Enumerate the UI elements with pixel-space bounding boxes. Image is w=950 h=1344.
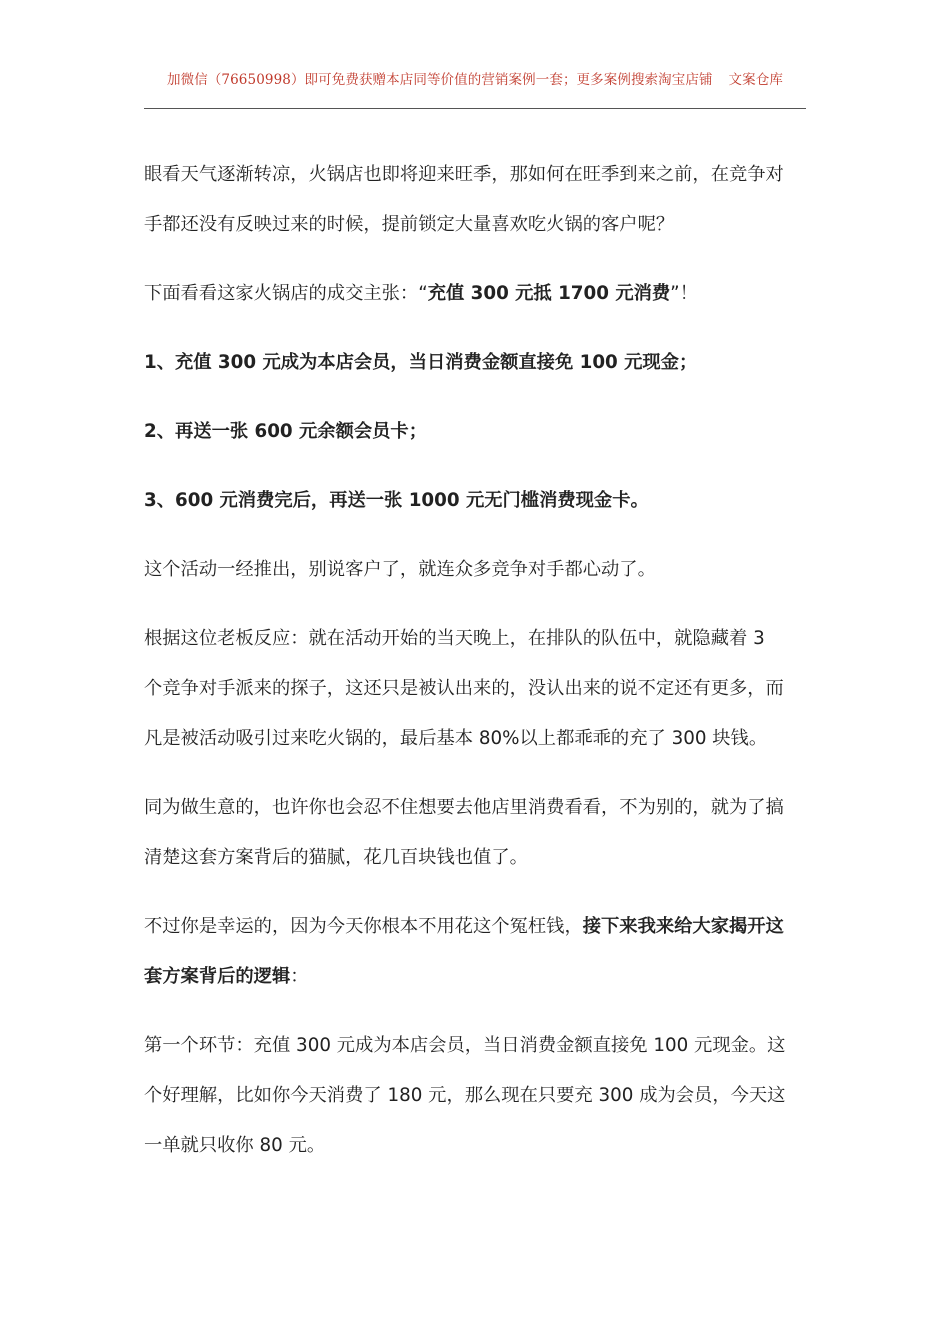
article-body — [144, 150, 809, 1190]
pitch-prefix: 下面看看这家火锅店的成交主张：“ — [144, 283, 428, 304]
offer-item-3 — [144, 476, 809, 526]
text-line: 第一个环节：充值 300 元成为本店会员，当日消费金额直接免 100 元现金。这 — [144, 1035, 786, 1056]
text-line: 2、再送一张 600 元余额会员卡； — [144, 421, 427, 442]
text-line — [144, 952, 809, 1002]
offer-item-2 — [144, 407, 809, 457]
text-line — [144, 902, 809, 952]
text-line: 3、600 元消费完后，再送一张 1000 元无门槛消费现金卡。 — [144, 490, 649, 511]
text-line: 个好理解，比如你今天消费了 180 元，那么现在只要充 300 成为会员，今天这 — [144, 1085, 786, 1106]
text-line: 个竞争对手派来的探子，这还只是被认出来的，没认出来的说不定还有更多，而 — [144, 678, 784, 699]
reveal-suffix: ： — [290, 966, 309, 987]
paragraph-main-pitch — [144, 269, 809, 319]
text-line: 眼看天气逐渐转凉，火锅店也即将迎来旺季，那如何在旺季到来之前，在竞争对 — [144, 164, 784, 185]
header-shop-name: 文案仓库 — [728, 72, 783, 88]
header-promo-text: 加微信（76650998）即可免费获赠本店同等价值的营销案例一套；更多案例搜索淘宝店铺 — [167, 72, 713, 88]
reveal-prefix: 不过你是幸运的，因为今天你根本不用花这个冤枉钱， — [144, 916, 583, 937]
paragraph-intro — [144, 150, 809, 250]
paragraph-step-one — [144, 1021, 809, 1171]
paragraph-reveal — [144, 902, 809, 1002]
text-line — [144, 269, 809, 319]
header-divider — [144, 108, 806, 109]
text-line: 清楚这套方案背后的猫腻，花几百块钱也值了。 — [144, 847, 528, 868]
text-line: 一单就只收你 80 元。 — [144, 1135, 326, 1156]
text-line: 手都还没有反映过来的时候，提前锁定大量喜欢吃火锅的客户呢？ — [144, 214, 675, 235]
paragraph-boss-feedback — [144, 614, 809, 764]
paragraph-reaction — [144, 545, 809, 595]
pitch-suffix: ”！ — [670, 283, 698, 304]
reveal-bold-start: 接下来我来给大家揭开这 — [582, 916, 784, 937]
text-line: 这个活动一经推出，别说客户了，就连众多竞争对手都心动了。 — [144, 559, 656, 580]
page-header — [144, 68, 806, 88]
pitch-highlight: 充值 300 元抵 1700 元消费 — [427, 283, 671, 304]
paragraph-curiosity — [144, 783, 809, 883]
text-line: 根据这位老板反应：就在活动开始的当天晚上，在排队的队伍中，就隐藏着 3 — [144, 628, 765, 649]
text-line: 1、充值 300 元成为本店会员，当日消费金额直接免 100 元现金； — [144, 352, 698, 373]
reveal-bold-end: 套方案背后的逻辑 — [144, 966, 291, 987]
offer-item-1 — [144, 338, 809, 388]
text-line: 同为做生意的，也许你也会忍不住想要去他店里消费看看，不为别的，就为了搞 — [144, 797, 784, 818]
text-line: 凡是被活动吸引过来吃火锅的，最后基本 80%以上都乖乖的充了 300 块钱。 — [144, 728, 768, 749]
